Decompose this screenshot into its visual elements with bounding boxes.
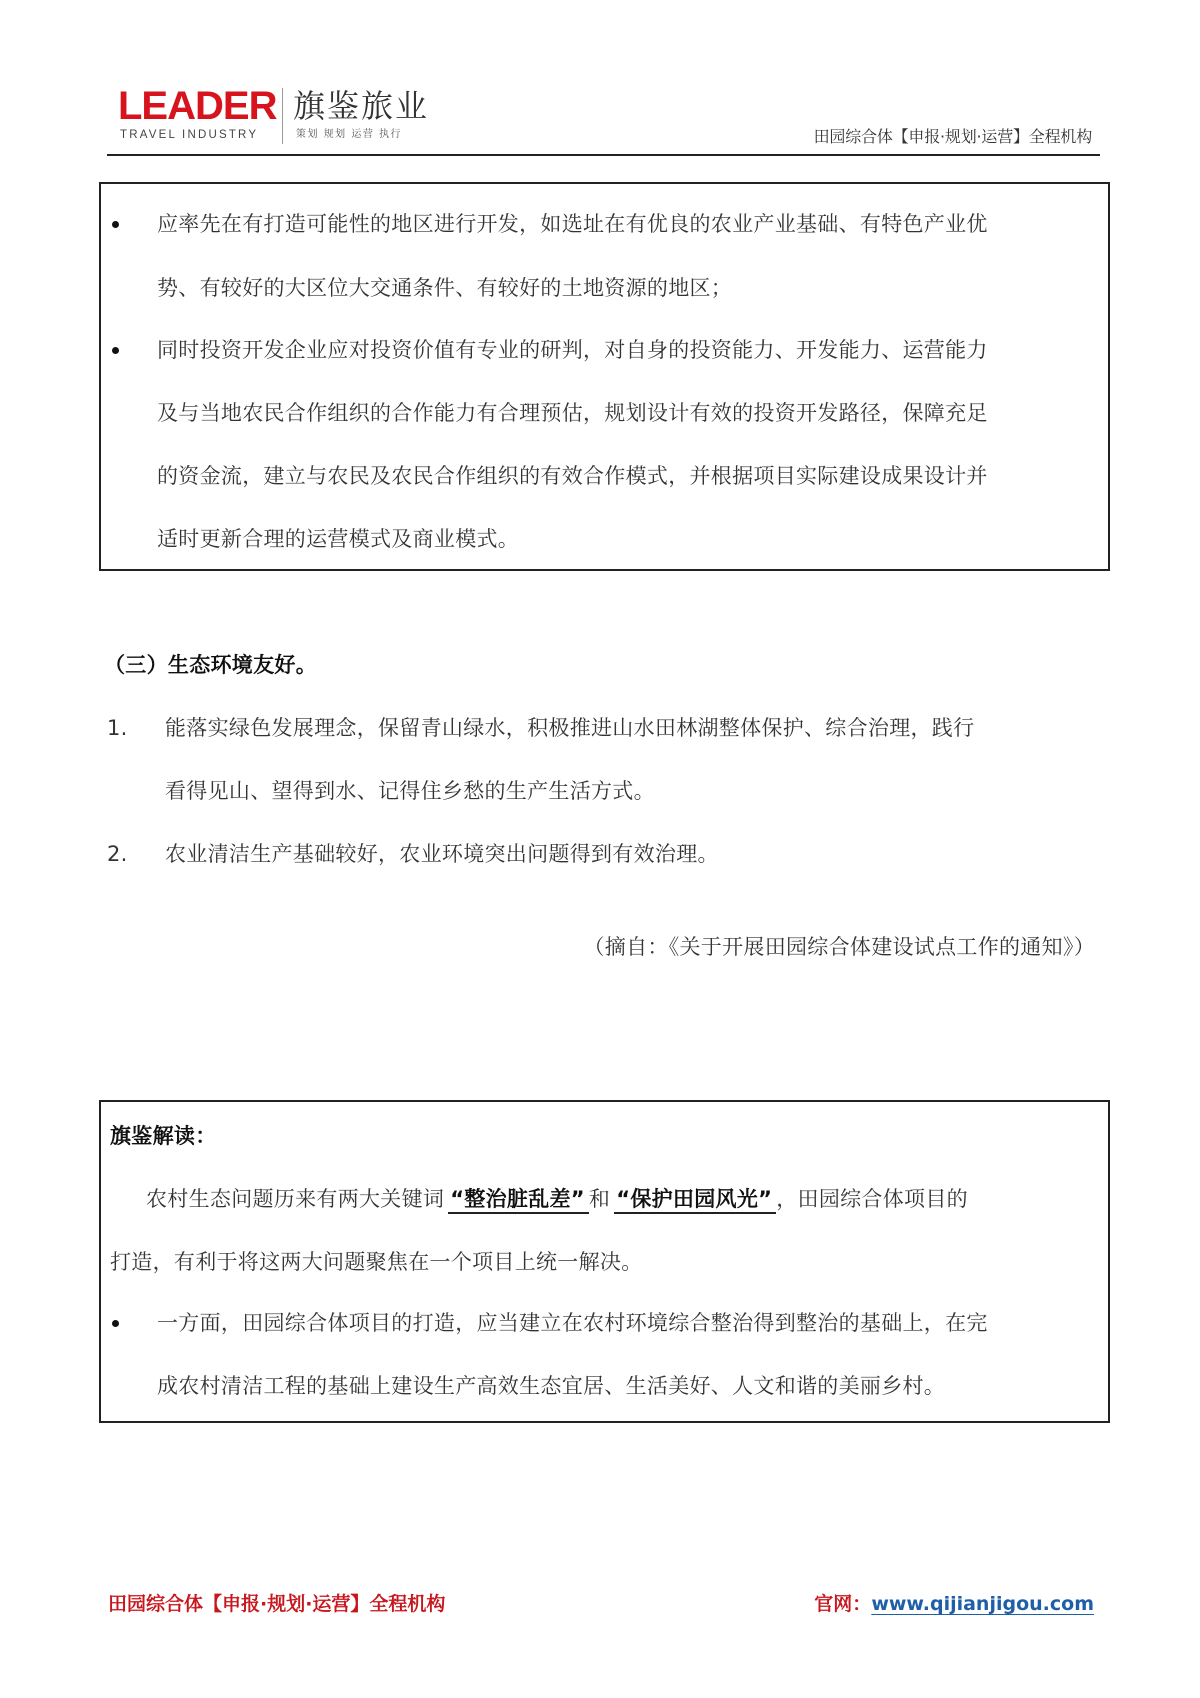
list-number-2: 2. bbox=[107, 842, 128, 866]
interpretation-paragraph-line2: 打造，有利于将这两大问题聚焦在一个项目上统一解决。 bbox=[110, 1250, 643, 1274]
logo-leader: LEADER bbox=[118, 84, 277, 128]
box1-bullet2-line2: 及与当地农民合作组织的合作能力有合理预估，规划设计有效的投资开发路径，保障充足 bbox=[157, 401, 988, 425]
keyword-2: “保护田园风光” bbox=[614, 1186, 776, 1214]
bullet-icon bbox=[112, 347, 119, 354]
logo-divider bbox=[282, 88, 283, 144]
paragraph-prefix: 农村生态问题历来有两大关键词 bbox=[146, 1187, 445, 1211]
box2-bullet1-line1: 一方面，田园综合体项目的打造，应当建立在农村环境综合整治得到整治的基础上，在完 bbox=[157, 1311, 988, 1335]
box2-bullet1-line2: 成农村清洁工程的基础上建设生产高效生态宜居、生活美好、人文和谐的美丽乡村。 bbox=[157, 1374, 946, 1398]
paragraph-mid: 和 bbox=[588, 1187, 611, 1211]
logo-travel-industry: TRAVEL INDUSTRY bbox=[120, 129, 259, 141]
box1-bullet1-line2: 势、有较好的大区位大交通条件、有较好的土地资源的地区； bbox=[157, 276, 733, 300]
logo-chinese-subtitle: 策划 规划 运营 执行 bbox=[296, 129, 403, 140]
website-label: 官网： bbox=[814, 1593, 872, 1615]
interpretation-box bbox=[99, 1100, 1110, 1423]
header-divider bbox=[107, 154, 1100, 156]
list-item-2-line1: 农业清洁生产基础较好，农业环境突出问题得到有效治理。 bbox=[165, 842, 719, 866]
header-tagline: 田园综合体【申报·规划·运营】全程机构 bbox=[813, 127, 1092, 146]
footer-website bbox=[814, 1592, 1094, 1616]
requirements-box bbox=[99, 182, 1110, 571]
list-item-1-line2: 看得见山、望得到水、记得住乡愁的生产生活方式。 bbox=[165, 779, 655, 803]
box1-bullet2-line4: 适时更新合理的运营模式及商业模式。 bbox=[157, 527, 520, 551]
box1-bullet2-line1: 同时投资开发企业应对投资价值有专业的研判，对自身的投资能力、开发能力、运营能力 bbox=[157, 338, 988, 362]
website-link[interactable]: www.qijianjigou.com bbox=[871, 1593, 1094, 1615]
interpretation-title: 旗鉴解读： bbox=[110, 1124, 217, 1148]
box1-bullet1-line1: 应率先在有打造可能性的地区进行开发，如选址在有优良的农业产业基础、有特色产业优 bbox=[157, 212, 988, 236]
section-heading: （三）生态环境友好。 bbox=[104, 653, 317, 677]
list-item-1-line1: 能落实绿色发展理念，保留青山绿水，积极推进山水田林湖整体保护、综合治理，践行 bbox=[165, 716, 975, 740]
logo-chinese-name: 旗鉴旅业 bbox=[293, 87, 430, 125]
bullet-icon bbox=[112, 221, 119, 228]
interpretation-paragraph-line1 bbox=[146, 1185, 968, 1214]
keyword-1: “整治脏乱差” bbox=[448, 1186, 589, 1214]
box1-bullet2-line3: 的资金流，建立与农民及农民合作组织的有效合作模式，并根据项目实际建设成果设计并 bbox=[157, 464, 988, 488]
bullet-icon bbox=[112, 1320, 119, 1327]
paragraph-suffix: ，田园综合体项目的 bbox=[776, 1187, 968, 1211]
citation: （摘自：《关于开展田园综合体建设试点工作的通知》） bbox=[583, 935, 1095, 959]
list-number-1: 1. bbox=[107, 716, 128, 740]
footer-tagline: 田园综合体【申报·规划·运营】全程机构 bbox=[108, 1593, 446, 1615]
